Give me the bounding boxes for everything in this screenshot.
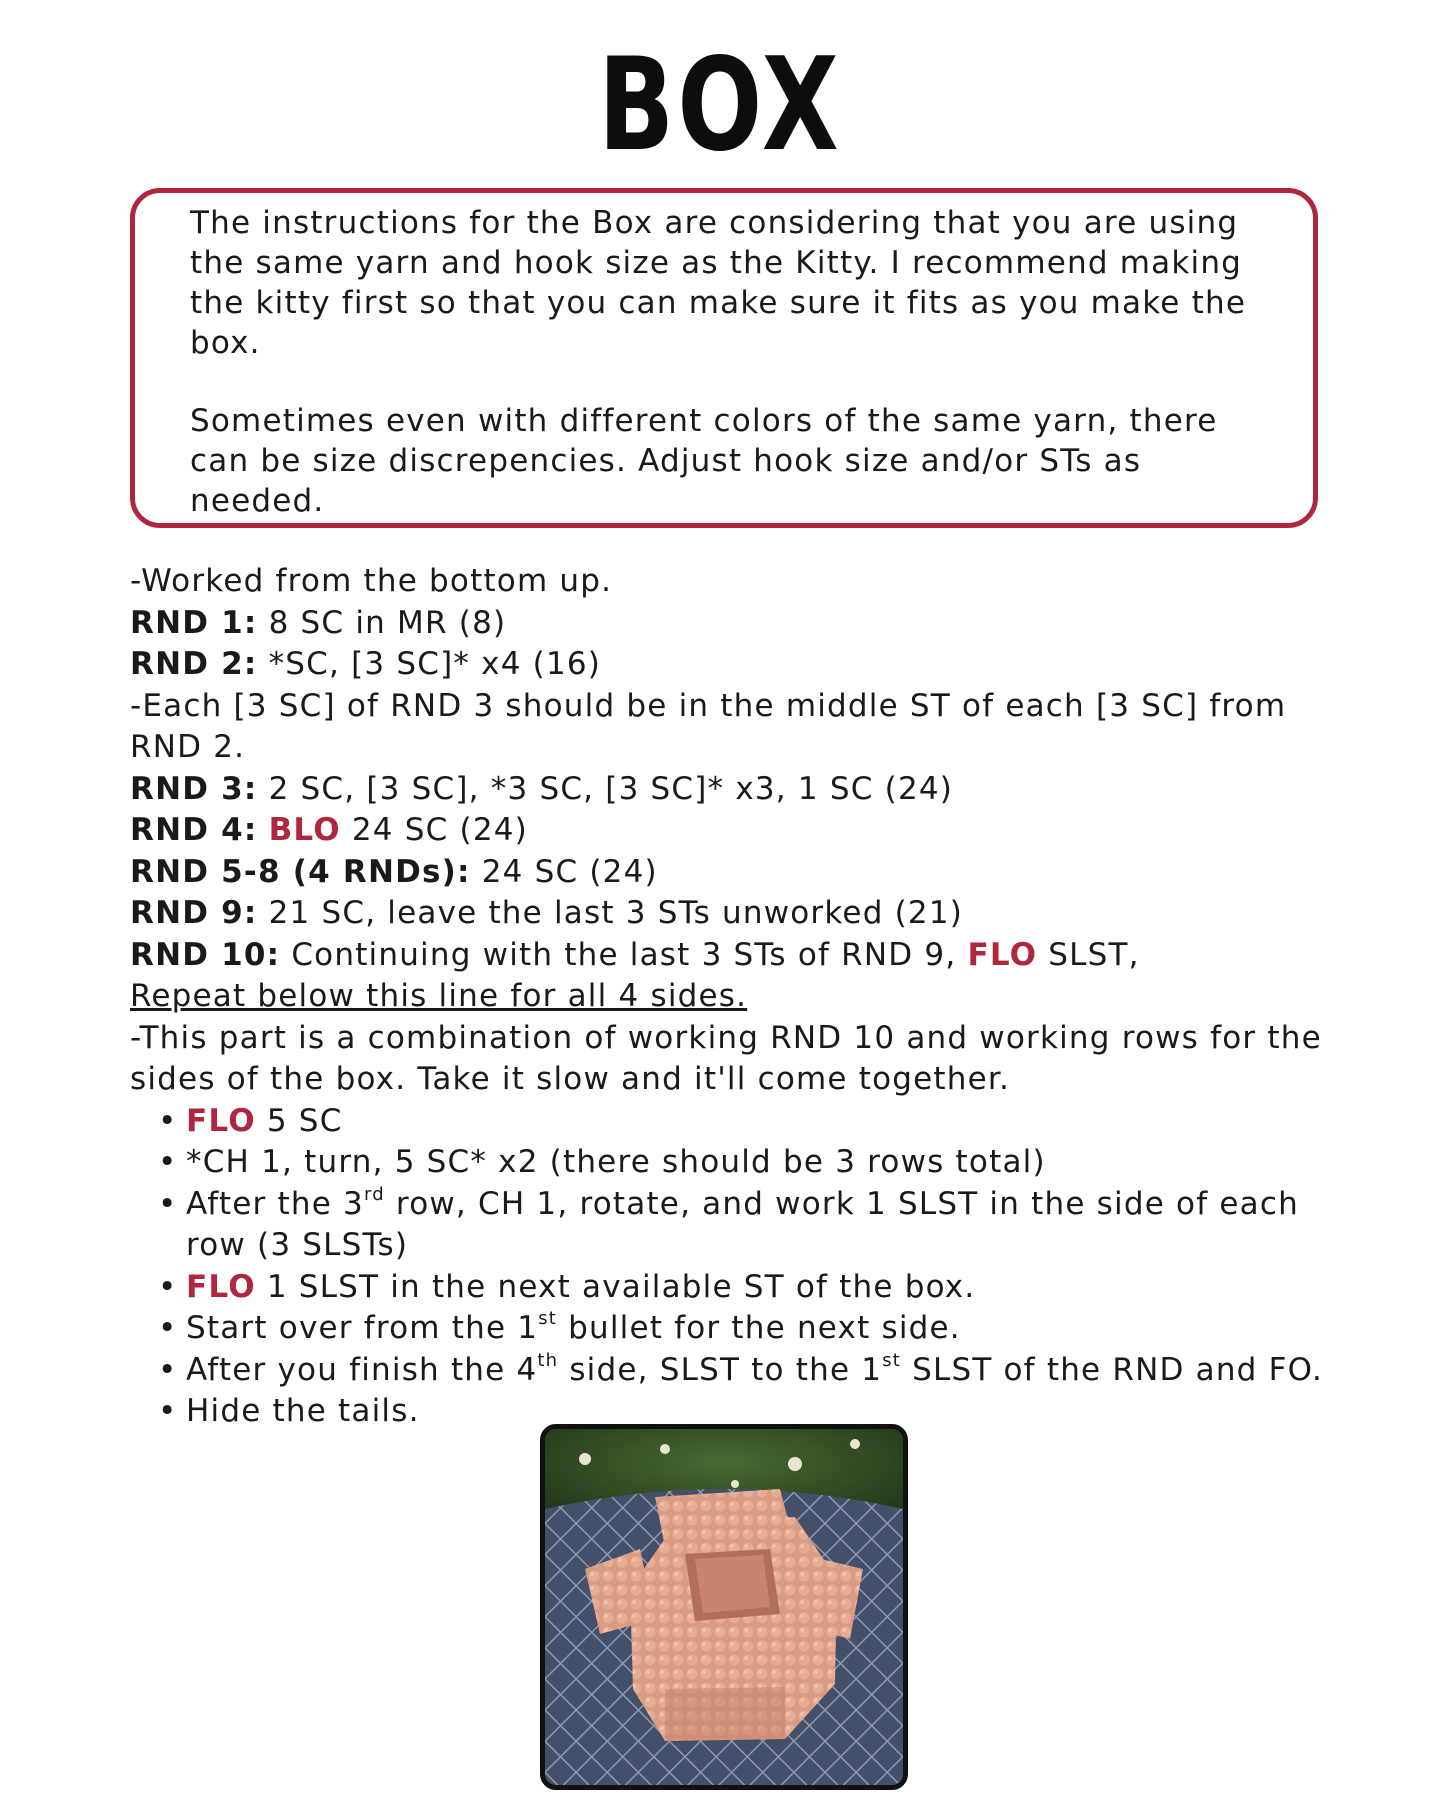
ordinal-suffix: st	[538, 1308, 558, 1329]
flo-highlight: FLO	[967, 936, 1038, 973]
blo-highlight: BLO	[268, 812, 341, 848]
rnd-label: RND 2:	[130, 646, 258, 682]
rnd-text: 24 SC (24)	[340, 812, 528, 848]
rnd-text: 2 SC, [3 SC], *3 SC, [3 SC]* x3, 1 SC (24)	[257, 770, 954, 807]
rnd-text: 8 SC in MR (8)	[257, 604, 507, 641]
rnd-label: RND 4:	[130, 812, 258, 848]
flo-highlight: FLO	[186, 1102, 256, 1139]
rnd-text: 21 SC, leave the last 3 STs unworked (21)	[257, 895, 964, 931]
list-item	[186, 1101, 1340, 1143]
rnd-label: RND 3:	[130, 770, 258, 807]
rnd-10-line	[130, 935, 1340, 977]
rnd-label: RND 5-8 (4 RNDs):	[130, 853, 471, 890]
bullet-text: Hide the tails.	[186, 1393, 420, 1429]
rnd-4-line	[130, 810, 1340, 852]
note-paragraph-1: The instructions for the Box are considering that you are using the same yarn and hook size as the Kitty. I recommend making the kitty first so that you can make sure it fits as you make the box.	[190, 205, 1247, 361]
instructions-note-box	[130, 188, 1318, 528]
rnd-text: *SC, [3 SC]* x4 (16)	[257, 646, 602, 682]
rnd-label: RND 10:	[130, 936, 281, 973]
list-item	[186, 1350, 1340, 1392]
crochet-box-photo	[540, 1424, 908, 1790]
ordinal-suffix: st	[882, 1349, 902, 1371]
list-item	[186, 1308, 1340, 1350]
pattern-instructions	[130, 561, 1340, 1433]
rnd-2-line	[130, 644, 1340, 686]
bullet-text: SLST of the RND and FO.	[901, 1351, 1324, 1388]
rnd-text-after: SLST,	[1037, 936, 1140, 973]
bullet-text: 5 SC	[255, 1102, 343, 1139]
list-item	[186, 1267, 1340, 1309]
ordinal-suffix: rd	[363, 1183, 385, 1205]
list-item	[186, 1184, 1340, 1267]
ordinal-suffix: th	[537, 1349, 559, 1371]
rnd-9-line	[130, 893, 1340, 935]
bullet-text: After the 3	[186, 1185, 364, 1222]
bullet-text: bullet for the next side.	[557, 1310, 961, 1346]
repeat-line: Repeat below this line for all 4 sides.	[130, 978, 748, 1014]
note-paragraph-2: Sometimes even with different colors of the same yarn, there can be size discrepencies. Adjust hook size and/or STs as needed.	[190, 403, 1218, 519]
rnd-1-line	[130, 603, 1340, 645]
bullet-text: row, CH 1, rotate, and work 1 SLST in the side of each row (3 SLSTs)	[186, 1185, 1299, 1263]
bullet-text: *CH 1, turn, 5 SC* x2 (there should be 3 rows total)	[186, 1144, 1046, 1180]
rnd-text: Continuing with the last 3 STs of RND 9,	[280, 936, 968, 973]
bullet-text: Start over from the 1	[186, 1310, 539, 1346]
rnd-3-note: -Each [3 SC] of RND 3 should be in the middle ST of each [3 SC] from RND 2.	[130, 687, 1287, 765]
flo-highlight: FLO	[186, 1268, 256, 1305]
bullet-text: After you finish the 4	[186, 1351, 538, 1388]
rnd-label: RND 9:	[130, 895, 258, 931]
side-steps-list	[130, 1101, 1340, 1433]
list-item	[186, 1142, 1340, 1184]
rnd-text: 24 SC (24)	[470, 853, 658, 890]
rnd-5-8-line	[130, 852, 1340, 894]
page-title: BOX	[598, 31, 842, 180]
bullet-text: side, SLST to the 1	[558, 1351, 883, 1388]
rnd-label: RND 1:	[130, 604, 258, 641]
bullet-text: 1 SLST in the next available ST of the box.	[255, 1268, 976, 1305]
rnd-3-line	[130, 769, 1340, 811]
intro-line: -Worked from the bottom up.	[130, 563, 613, 599]
crochet-box-illustration	[545, 1429, 903, 1785]
combination-note: -This part is a combination of working RND 10 and working rows for the sides of the box. Take it slow and it'll come together.	[130, 1019, 1322, 1097]
